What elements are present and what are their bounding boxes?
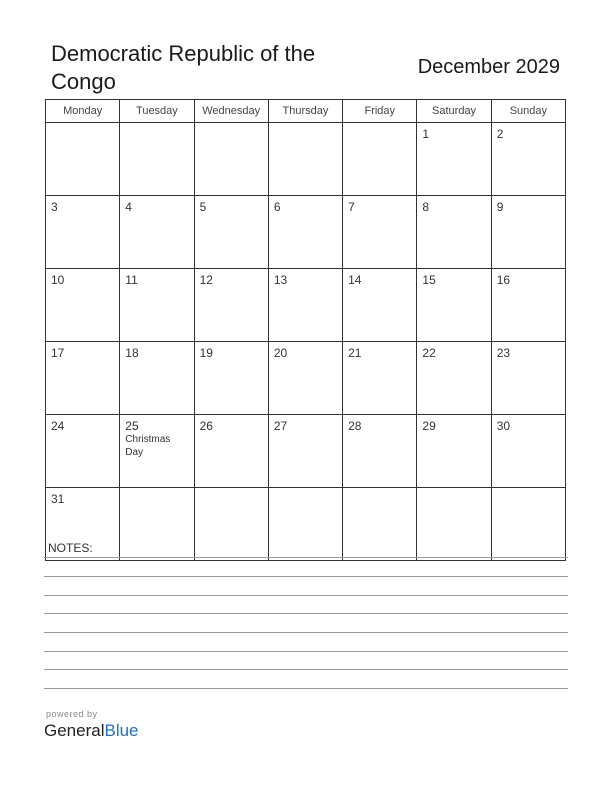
day-number: 28 (348, 419, 362, 433)
notes-line (44, 613, 568, 614)
day-number: 31 (51, 492, 65, 506)
holiday-label: Christmas Day (125, 434, 171, 458)
week-row (46, 269, 566, 342)
day-cell[interactable] (194, 269, 268, 342)
week-row (46, 196, 566, 269)
day-cell[interactable] (417, 415, 491, 488)
day-number: 13 (273, 273, 288, 287)
day-cell[interactable] (120, 415, 194, 488)
notes-label: NOTES: (48, 541, 93, 555)
day-cell[interactable] (343, 123, 417, 196)
day-number: 9 (496, 200, 504, 214)
day-number: 29 (422, 419, 436, 433)
day-number: 8 (422, 200, 430, 214)
day-cell[interactable] (417, 488, 491, 561)
brand-blue: Blue (104, 721, 139, 740)
day-cell[interactable] (491, 196, 565, 269)
day-number: 1 (422, 127, 430, 141)
day-cell[interactable] (491, 123, 565, 196)
day-cell[interactable] (417, 123, 491, 196)
day-cell[interactable] (343, 415, 417, 488)
day-cell[interactable] (268, 342, 342, 415)
weekday-header: Tuesday (120, 100, 194, 123)
day-number: 14 (348, 273, 362, 287)
day-number: 15 (422, 273, 436, 287)
day-number: 21 (348, 346, 362, 360)
day-cell[interactable] (194, 342, 268, 415)
day-cell[interactable] (268, 196, 342, 269)
day-cell[interactable] (268, 123, 342, 196)
day-number: 10 (51, 273, 65, 287)
day-number: 16 (496, 273, 511, 287)
day-cell[interactable] (268, 415, 342, 488)
day-number: 4 (125, 200, 132, 214)
notes-line (44, 651, 568, 652)
week-row (46, 123, 566, 196)
day-cell[interactable] (268, 269, 342, 342)
day-number: 27 (273, 419, 288, 433)
notes-line (44, 595, 568, 596)
weekday-header-row (46, 100, 566, 123)
day-cell[interactable] (268, 488, 342, 561)
week-row (46, 342, 566, 415)
notes-line (44, 669, 568, 670)
day-cell[interactable] (194, 488, 268, 561)
notes-line (44, 632, 568, 633)
day-number: 30 (496, 419, 511, 433)
day-cell[interactable] (194, 415, 268, 488)
day-number: 20 (273, 346, 288, 360)
day-cell[interactable] (194, 196, 268, 269)
day-cell[interactable] (343, 488, 417, 561)
notes-line (44, 688, 568, 689)
day-cell[interactable] (491, 415, 565, 488)
day-cell[interactable] (491, 269, 565, 342)
calendar-title: Democratic Republic of the Congo (51, 41, 316, 94)
day-number: 25 (125, 419, 139, 433)
day-cell[interactable] (120, 123, 194, 196)
month-year: December 2029 (417, 56, 560, 78)
weekday-header: Monday (46, 100, 120, 123)
calendar-grid (45, 99, 566, 561)
weekday-header: Wednesday (194, 100, 268, 123)
weekday-header: Thursday (268, 100, 342, 123)
powered-by-text: powered by (46, 709, 98, 719)
notes-line (44, 576, 568, 577)
day-number: 3 (51, 200, 58, 214)
day-number: 7 (348, 200, 355, 214)
day-number: 2 (496, 127, 504, 141)
day-cell[interactable] (491, 342, 565, 415)
day-number: 24 (51, 419, 65, 433)
day-number: 11 (125, 273, 138, 287)
day-cell[interactable] (46, 196, 120, 269)
day-cell[interactable] (46, 123, 120, 196)
day-cell[interactable] (194, 123, 268, 196)
day-cell[interactable] (120, 269, 194, 342)
day-number: 12 (199, 273, 213, 287)
day-number: 5 (199, 200, 207, 214)
day-cell[interactable] (417, 342, 491, 415)
day-number: 6 (273, 200, 281, 214)
weekday-header: Friday (343, 100, 417, 123)
day-cell[interactable] (417, 269, 491, 342)
day-number: 23 (496, 346, 511, 360)
day-cell[interactable] (417, 196, 491, 269)
day-cell[interactable] (46, 415, 120, 488)
day-cell[interactable] (343, 196, 417, 269)
notes-line (44, 557, 568, 558)
day-cell[interactable] (120, 196, 194, 269)
day-cell[interactable] (491, 488, 565, 561)
day-cell[interactable] (120, 342, 194, 415)
day-number: 18 (125, 346, 139, 360)
day-cell[interactable] (46, 342, 120, 415)
day-number: 26 (199, 419, 213, 433)
day-number: 19 (199, 346, 213, 360)
day-cell[interactable] (343, 342, 417, 415)
day-cell[interactable] (343, 269, 417, 342)
week-row (46, 415, 566, 488)
day-number: 17 (51, 346, 65, 360)
weekday-header: Sunday (491, 100, 565, 123)
week-row (46, 488, 566, 561)
brand-logo (44, 721, 139, 741)
brand-general: General (44, 721, 105, 740)
day-cell[interactable] (120, 488, 194, 561)
day-cell[interactable] (46, 269, 120, 342)
weekday-header: Saturday (417, 100, 491, 123)
day-number: 22 (422, 346, 436, 360)
